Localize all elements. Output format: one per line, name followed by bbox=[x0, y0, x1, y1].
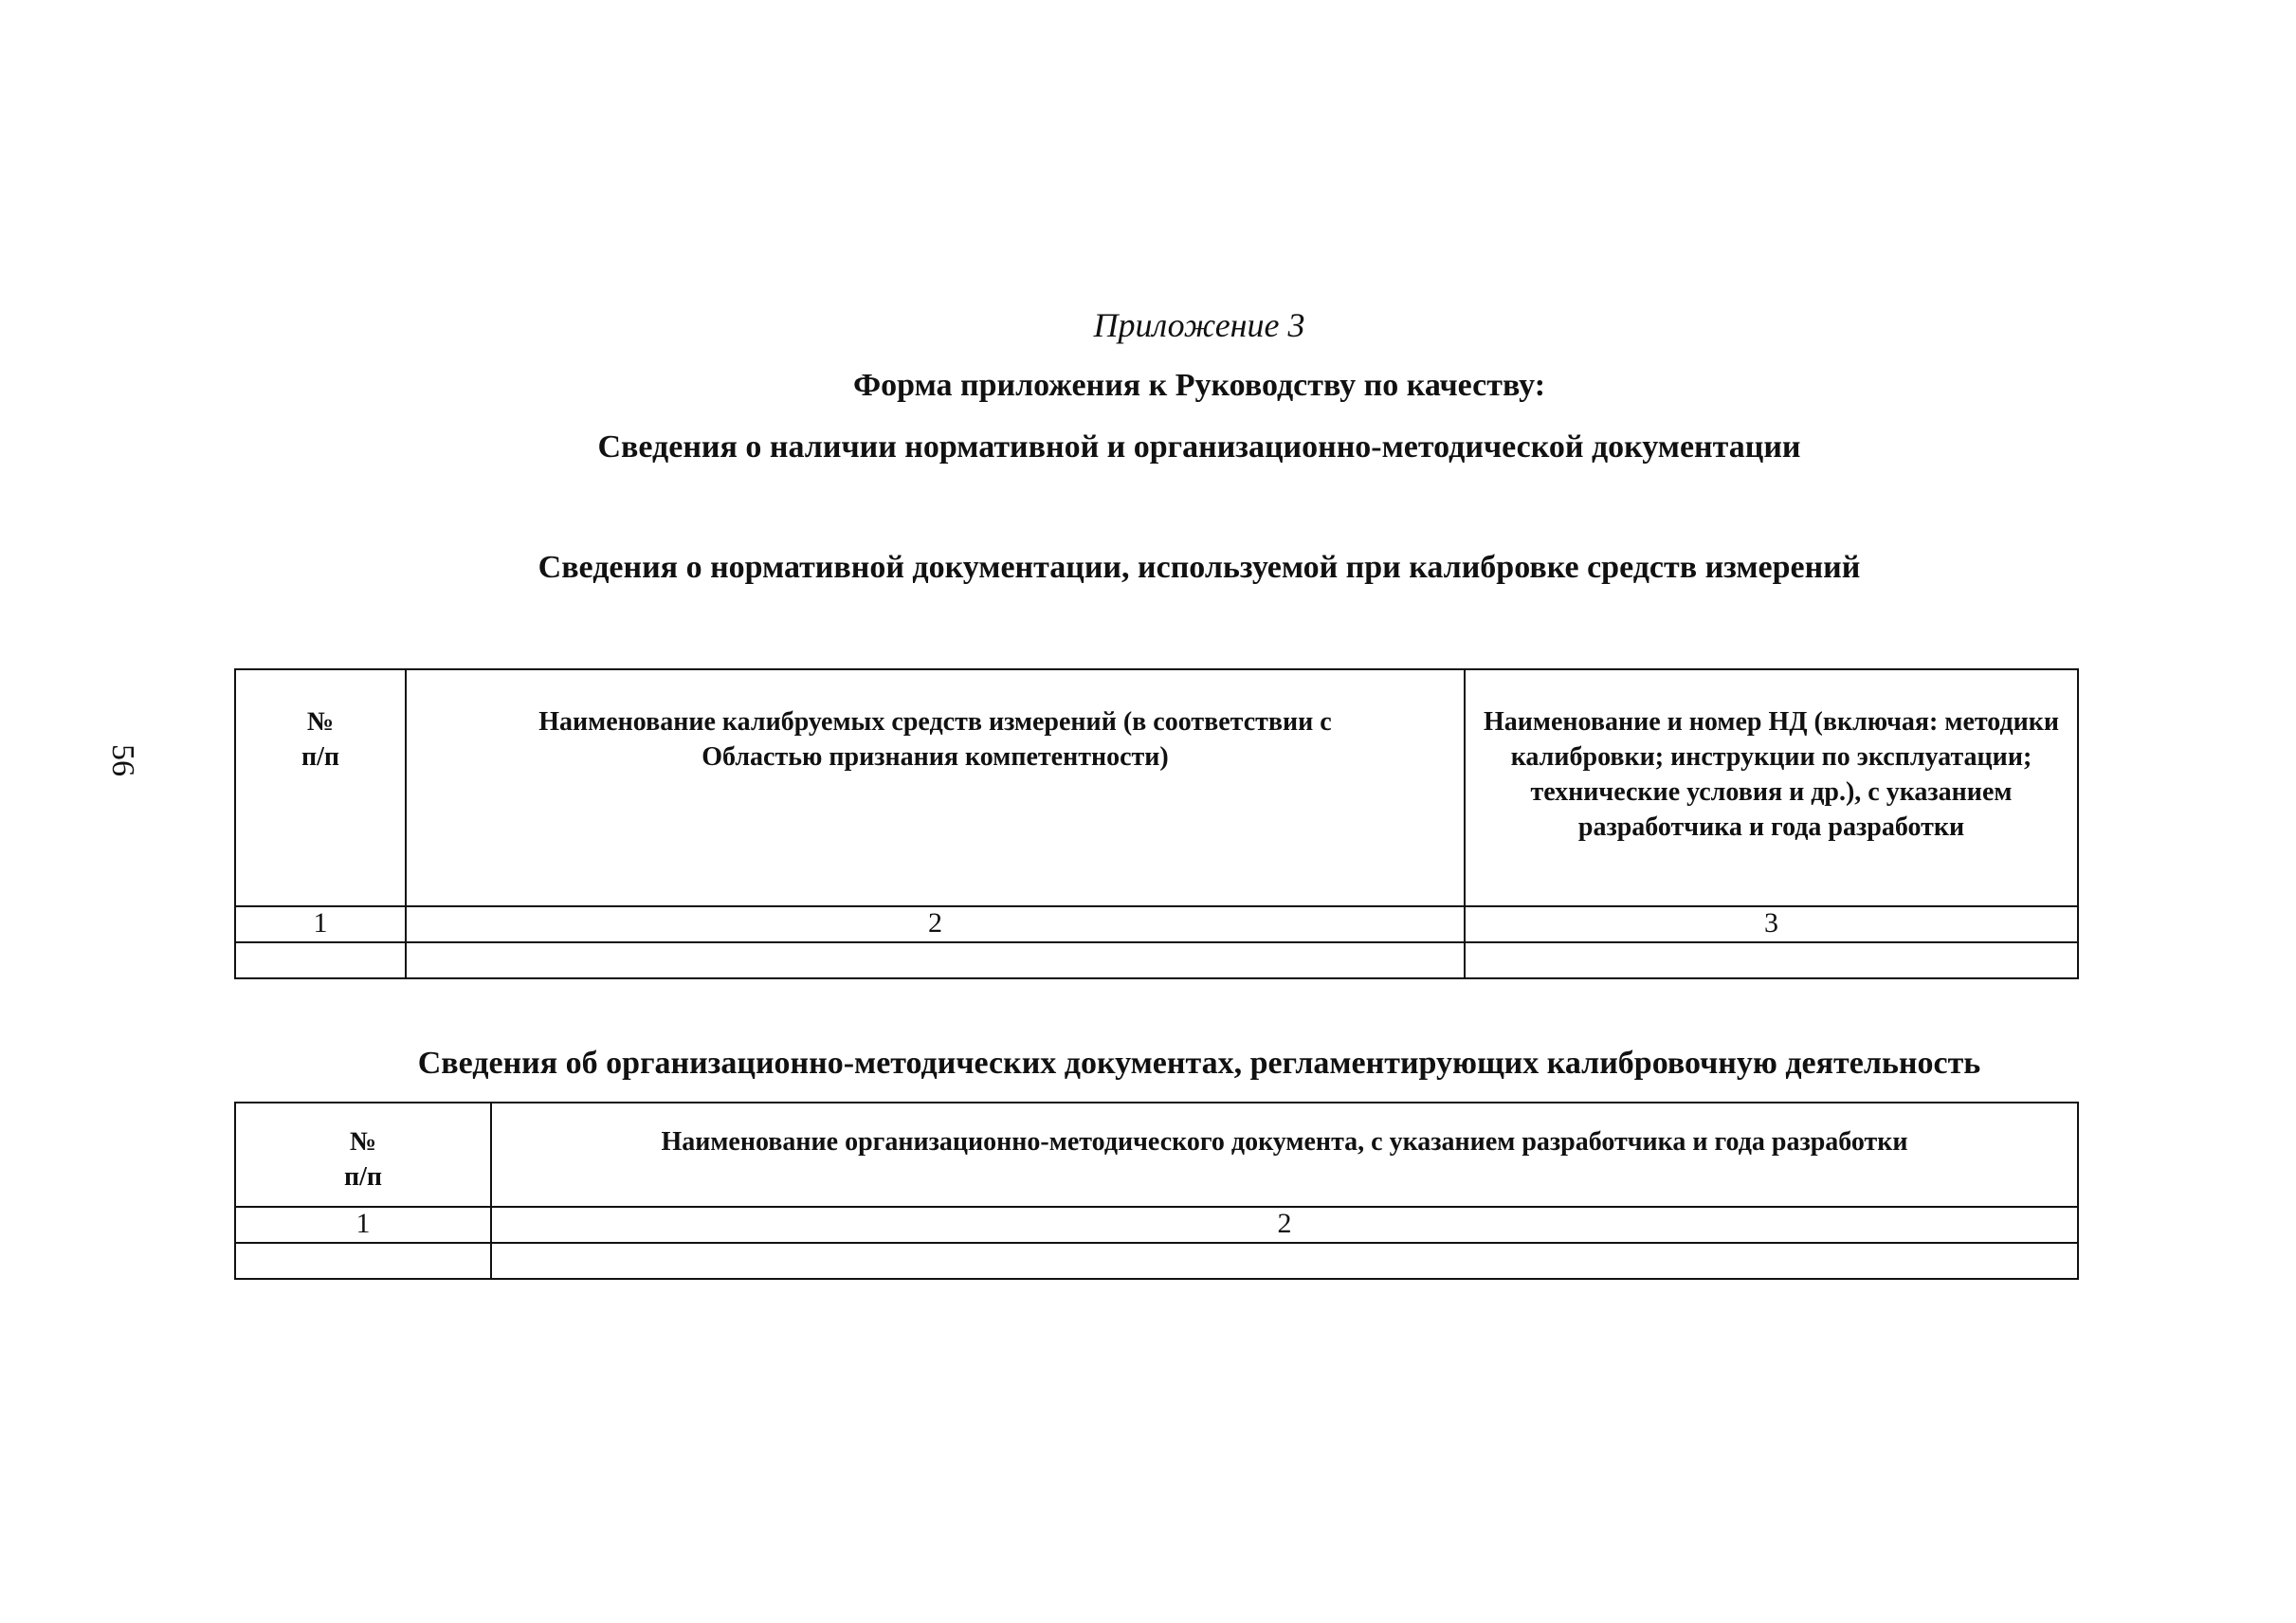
table-column-numbers-row bbox=[235, 1207, 2078, 1243]
appendix-title: Приложение 3 bbox=[1093, 306, 1305, 344]
column-number: 2 bbox=[491, 1207, 2078, 1243]
header-cell-number: № п/п bbox=[235, 1103, 491, 1207]
header-cell-nd-name: Наименование и номер НД (включая: методики калибровки; инструкции по эксплуатации; технические условия и др.), с указанием разработчика и года разработки bbox=[1465, 669, 2078, 906]
column-number: 2 bbox=[406, 906, 1465, 942]
table-header-row bbox=[235, 1103, 2078, 1207]
header-cell-document-name: Наименование организационно-методического документа, с указанием разработчика и года разработки bbox=[491, 1103, 2078, 1207]
org-method-docs-table bbox=[234, 1102, 2079, 1280]
table-cell[interactable] bbox=[406, 942, 1465, 978]
table-cell[interactable] bbox=[1465, 942, 2078, 978]
form-title: Форма приложения к Руководству по качеству: bbox=[852, 368, 1546, 403]
column-number: 3 bbox=[1465, 906, 2078, 942]
page-number: 56 bbox=[105, 744, 140, 776]
table-cell[interactable] bbox=[491, 1243, 2078, 1279]
table-row bbox=[235, 942, 2078, 978]
normative-docs-table bbox=[234, 668, 2079, 979]
section1-title: Сведения о нормативной документации, используемой при калибровке средств измерений bbox=[538, 550, 1861, 585]
table-column-numbers-row bbox=[235, 906, 2078, 942]
form-subtitle: Сведения о наличии нормативной и организационно-методической документации bbox=[597, 429, 1801, 465]
header-cell-instrument-name: Наименование калибруемых средств измерений (в соответствии с Областью признания компетентности) bbox=[406, 669, 1465, 906]
table-cell[interactable] bbox=[235, 1243, 491, 1279]
table-row bbox=[235, 1243, 2078, 1279]
column-number: 1 bbox=[235, 1207, 491, 1243]
table-cell[interactable] bbox=[235, 942, 406, 978]
section2-title: Сведения об организационно-методических документах, регламентирующих калибровочную деятельность bbox=[417, 1046, 1981, 1081]
table-header-row bbox=[235, 669, 2078, 906]
header-cell-number: № п/п bbox=[235, 669, 406, 906]
column-number: 1 bbox=[235, 906, 406, 942]
